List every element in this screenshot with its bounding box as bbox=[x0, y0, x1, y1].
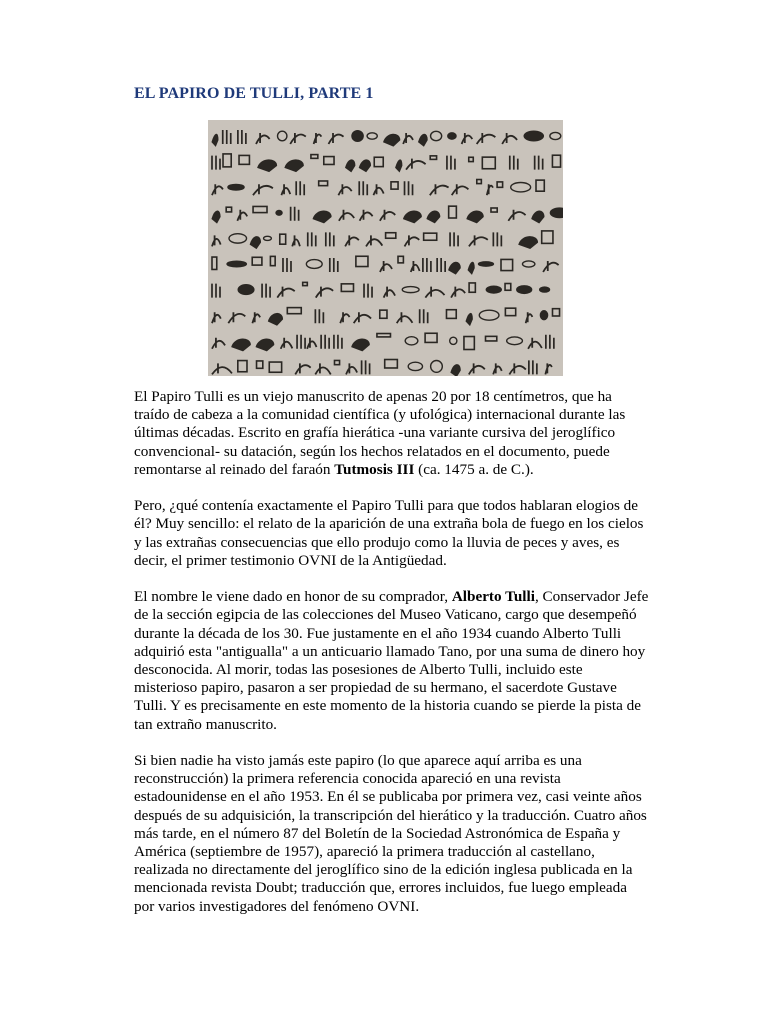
glyph-mark bbox=[237, 210, 247, 221]
glyph-mark bbox=[212, 184, 223, 195]
glyph-mark bbox=[505, 308, 515, 315]
glyph-mark bbox=[427, 211, 440, 223]
glyph-mark bbox=[280, 234, 286, 244]
glyph-mark bbox=[540, 287, 550, 292]
glyph-mark bbox=[212, 156, 220, 170]
glyph-mark bbox=[287, 308, 301, 314]
glyph-mark bbox=[423, 258, 431, 272]
glyph-mark bbox=[308, 232, 316, 246]
glyph-mark bbox=[359, 181, 367, 195]
glyph-mark bbox=[258, 160, 277, 172]
article-body bbox=[134, 388, 649, 934]
glyph-mark bbox=[411, 261, 420, 272]
glyph-mark bbox=[364, 284, 372, 298]
glyph-mark bbox=[295, 363, 310, 374]
glyph-mark bbox=[340, 312, 349, 323]
glyph-mark bbox=[477, 133, 496, 144]
glyph-mark bbox=[341, 284, 353, 292]
glyph-mark bbox=[510, 156, 518, 170]
paragraph-text: , Conservador Jefe de la sección egipcia de las colecciones del Museo Vaticano, cargo que desempeñó durante la década de los 30. Fue justamente en el año 1934 cuando Alberto Tulli adquirió esta "antigualla" a un anticuario llamado Tano, por una suma de dinero hoy desconocida. Al morir, todas las posesiones de Alberto Tulli, incluido este misterioso papiro, pasaron a ser propiedad de su hermano, el sacerdote Gustave Tulli. Y es precisamente en este momento de la historia cuando se pierde la pista de tan extraño manuscrito. bbox=[134, 588, 649, 733]
glyph-mark bbox=[377, 334, 391, 337]
glyph-mark bbox=[535, 156, 543, 170]
glyph-mark bbox=[386, 233, 396, 239]
glyph-mark bbox=[253, 206, 267, 212]
glyph-mark bbox=[462, 133, 473, 144]
glyph-mark bbox=[212, 235, 221, 246]
glyph-mark bbox=[529, 360, 537, 374]
glyph-mark bbox=[326, 232, 334, 246]
glyph-mark bbox=[354, 312, 371, 323]
glyph-mark bbox=[238, 361, 247, 372]
glyph-mark bbox=[522, 261, 534, 267]
glyph-mark bbox=[402, 287, 419, 293]
glyph-mark bbox=[334, 360, 339, 364]
glyph-mark bbox=[478, 262, 493, 266]
glyph-mark bbox=[256, 339, 274, 351]
glyph-mark bbox=[507, 337, 523, 345]
paragraph bbox=[134, 752, 649, 916]
glyph-mark bbox=[511, 183, 531, 192]
glyph-mark bbox=[212, 312, 221, 323]
bold-name: Tutmosis III bbox=[334, 460, 415, 478]
glyph-mark bbox=[431, 131, 442, 140]
glyph-mark bbox=[519, 237, 538, 249]
glyph-mark bbox=[380, 261, 392, 272]
glyph-mark bbox=[360, 210, 373, 221]
glyph-mark bbox=[276, 210, 282, 215]
glyph-mark bbox=[404, 211, 422, 223]
glyph-mark bbox=[238, 130, 246, 144]
glyph-mark bbox=[352, 339, 370, 351]
paragraph bbox=[134, 497, 649, 570]
glyph-mark bbox=[313, 211, 331, 223]
glyph-mark bbox=[291, 207, 299, 221]
glyph-mark bbox=[469, 157, 474, 161]
glyph-mark bbox=[366, 235, 382, 246]
glyph-mark bbox=[451, 287, 465, 298]
paragraph-text: El nombre le viene dado en honor de su comprador, bbox=[134, 588, 452, 606]
paragraph-text: El Papiro Tulli es un viejo manuscrito de apenas 20 por 18 centímetros, que ha traído de cabeza a la comunidad científica (y ufológica) internacional durante las últimas décadas. Escrito en grafía hierática -una variante cursiva del jeroglífico convencional- su datación, según los hechos relatados en el documento, puede remontarse al reinado del faraón bbox=[134, 388, 626, 478]
glyph-mark bbox=[384, 134, 400, 146]
glyph-mark bbox=[283, 258, 291, 272]
glyph-mark bbox=[257, 361, 263, 368]
glyph-mark bbox=[477, 180, 482, 184]
paragraph-text: (ca. 1475 a. de C.). bbox=[414, 460, 534, 478]
glyph-mark bbox=[264, 236, 272, 240]
glyph-mark bbox=[352, 131, 363, 142]
glyph-mark bbox=[482, 157, 495, 169]
glyph-mark bbox=[373, 184, 383, 195]
glyph-mark bbox=[319, 181, 328, 186]
glyph-mark bbox=[281, 338, 293, 349]
glyph-mark bbox=[380, 210, 395, 221]
glyph-mark bbox=[552, 309, 559, 316]
glyph-mark bbox=[532, 211, 544, 223]
glyph-mark bbox=[307, 338, 316, 349]
glyph-mark bbox=[497, 182, 503, 187]
glyph-mark bbox=[281, 184, 290, 195]
glyph-mark bbox=[536, 180, 544, 191]
glyph-mark bbox=[543, 261, 558, 272]
glyph-mark bbox=[447, 156, 455, 170]
glyph-mark bbox=[469, 283, 475, 292]
page-title: EL PAPIRO DE TULLI, PARTE 1 bbox=[134, 85, 374, 102]
glyph-mark bbox=[517, 286, 532, 294]
glyph-mark bbox=[316, 287, 333, 298]
glyph-mark bbox=[398, 256, 403, 263]
paragraph-text: Pero, ¿qué contenía exactamente el Papiro Tulli para que todos hablaran elogios de él? Muy sencillo: el relato de la aparición de una extraña bola de fuego en los cielos y las extrañas consecuencias que ello produjo como la lluvia de peces y aves, es decir, el primer testimonio OVNI de la Antigüedad. bbox=[134, 497, 644, 569]
glyph-mark bbox=[397, 312, 413, 323]
glyph-mark bbox=[450, 232, 458, 246]
glyph-mark bbox=[329, 133, 344, 144]
glyph-mark bbox=[232, 339, 251, 351]
glyph-mark bbox=[277, 287, 294, 298]
glyph-mark bbox=[228, 312, 245, 323]
glyph-mark bbox=[212, 363, 232, 374]
glyph-mark bbox=[467, 211, 483, 223]
glyph-mark bbox=[493, 232, 501, 246]
glyph-mark bbox=[212, 134, 218, 146]
glyph-mark bbox=[491, 208, 497, 212]
glyph-mark bbox=[338, 184, 351, 195]
glyph-mark bbox=[437, 258, 445, 272]
glyph-mark bbox=[314, 133, 322, 144]
glyph-mark bbox=[223, 130, 231, 144]
glyph-mark bbox=[296, 181, 304, 195]
glyph-mark bbox=[501, 259, 513, 270]
glyph-mark bbox=[528, 338, 542, 349]
glyph-mark bbox=[406, 159, 426, 170]
glyph-mark bbox=[405, 181, 413, 195]
glyph-mark bbox=[546, 335, 554, 349]
glyph-mark bbox=[524, 131, 543, 141]
glyph-mark bbox=[469, 363, 485, 374]
glyph-mark bbox=[292, 235, 300, 246]
glyph-mark bbox=[303, 282, 308, 285]
glyph-mark bbox=[502, 133, 517, 144]
glyph-mark bbox=[297, 335, 305, 349]
glyph-mark bbox=[346, 160, 355, 172]
glyph-mark bbox=[374, 157, 383, 166]
glyph-mark bbox=[419, 134, 428, 146]
glyph-mark bbox=[380, 310, 387, 318]
glyph-mark bbox=[324, 157, 334, 165]
glyph-mark bbox=[356, 256, 368, 266]
glyph-mark bbox=[228, 184, 244, 190]
glyph-mark bbox=[424, 233, 437, 240]
glyph-mark bbox=[223, 154, 231, 167]
glyph-mark bbox=[542, 231, 553, 243]
glyph-mark bbox=[505, 284, 511, 291]
glyph-mark bbox=[306, 260, 322, 269]
paragraph-text: Si bien nadie ha visto jamás este papiro (lo que aparece aquí arriba es una reconstrucción) la primera referencia conocida apareció en una revista estadounidense en el año 1953. En él se publicaba por primera vez, casi veinte años después de su adquisición, la transcripción del hierático y la traducción. Cuatro años más tarde, en el número 87 del Boletín de la Sociedad Astronómica de España y América (septiembre de 1957), apareció la primera traducción al castellano, realizada no directamente del jeroglífico sino de la edición inglesa publicada en la mencionada revista Doubt; traducción que, errores incluidos, fue luego empleada por varios investigadores del fenómeno OVNI. bbox=[134, 752, 647, 915]
glyph-mark bbox=[425, 333, 437, 342]
glyph-mark bbox=[269, 362, 281, 372]
glyph-mark bbox=[403, 133, 413, 144]
glyph-mark bbox=[270, 256, 275, 265]
glyph-mark bbox=[448, 133, 456, 139]
glyph-mark bbox=[508, 210, 525, 221]
glyph-mark bbox=[256, 133, 270, 144]
glyph-mark bbox=[405, 235, 420, 246]
glyph-mark bbox=[449, 262, 461, 274]
paragraph bbox=[134, 388, 649, 479]
glyph-mark bbox=[330, 258, 338, 272]
glyph-mark bbox=[385, 360, 398, 368]
glyph-mark bbox=[391, 182, 398, 189]
glyph-mark bbox=[450, 337, 457, 344]
glyph-mark bbox=[452, 184, 469, 195]
glyph-mark bbox=[212, 257, 217, 269]
glyph-mark bbox=[493, 363, 502, 374]
glyph-mark bbox=[252, 312, 260, 323]
glyph-mark bbox=[479, 310, 499, 320]
paragraph bbox=[134, 588, 649, 734]
glyph-mark bbox=[468, 262, 474, 274]
glyph-mark bbox=[430, 184, 449, 195]
glyph-mark bbox=[486, 336, 497, 341]
glyph-mark bbox=[345, 235, 359, 246]
glyph-mark bbox=[405, 337, 418, 345]
glyph-mark bbox=[466, 313, 472, 325]
glyph-mark bbox=[290, 133, 306, 144]
glyph-mark bbox=[540, 311, 547, 320]
glyph-mark bbox=[227, 261, 246, 267]
glyph-mark bbox=[464, 337, 474, 350]
glyph-mark bbox=[420, 309, 428, 323]
glyph-mark bbox=[487, 184, 493, 195]
glyph-mark bbox=[509, 363, 525, 374]
glyph-mark bbox=[526, 312, 533, 323]
glyph-mark bbox=[367, 133, 377, 139]
glyph-mark bbox=[321, 335, 329, 349]
glyph-mark bbox=[552, 155, 560, 167]
glyph-mark bbox=[229, 234, 247, 243]
glyph-mark bbox=[362, 360, 370, 374]
glyph-mark bbox=[408, 362, 422, 370]
glyph-mark bbox=[212, 338, 225, 349]
glyph-mark bbox=[550, 208, 563, 217]
glyph-mark bbox=[226, 207, 231, 212]
glyph-mark bbox=[346, 363, 357, 374]
glyph-mark bbox=[311, 155, 318, 159]
glyph-mark bbox=[545, 363, 551, 374]
glyph-mark bbox=[253, 184, 273, 195]
glyph-mark bbox=[252, 257, 262, 265]
papyrus-image bbox=[208, 120, 563, 376]
glyph-mark bbox=[315, 309, 323, 323]
glyph-mark bbox=[430, 156, 436, 160]
glyph-mark bbox=[396, 160, 402, 172]
glyph-mark bbox=[334, 335, 342, 349]
hieroglyph-rows bbox=[208, 120, 563, 376]
glyph-mark bbox=[268, 313, 282, 325]
glyph-mark bbox=[239, 155, 249, 164]
glyph-mark bbox=[451, 365, 460, 376]
glyph-mark bbox=[212, 284, 220, 298]
glyph-mark bbox=[278, 131, 287, 141]
glyph-mark bbox=[486, 286, 501, 293]
glyph-mark bbox=[212, 211, 220, 223]
glyph-mark bbox=[262, 284, 270, 298]
glyph-mark bbox=[285, 160, 303, 172]
glyph-mark bbox=[431, 361, 443, 373]
glyph-mark bbox=[250, 237, 260, 249]
glyph-mark bbox=[359, 160, 370, 172]
glyph-mark bbox=[449, 206, 457, 218]
bold-name: Alberto Tulli bbox=[451, 588, 535, 606]
glyph-mark bbox=[238, 285, 254, 295]
glyph-mark bbox=[550, 132, 561, 139]
glyph-mark bbox=[469, 235, 488, 246]
glyph-mark bbox=[315, 363, 330, 374]
glyph-mark bbox=[339, 210, 354, 221]
glyph-mark bbox=[425, 287, 444, 298]
glyph-mark bbox=[446, 310, 456, 319]
glyph-mark bbox=[384, 287, 395, 298]
